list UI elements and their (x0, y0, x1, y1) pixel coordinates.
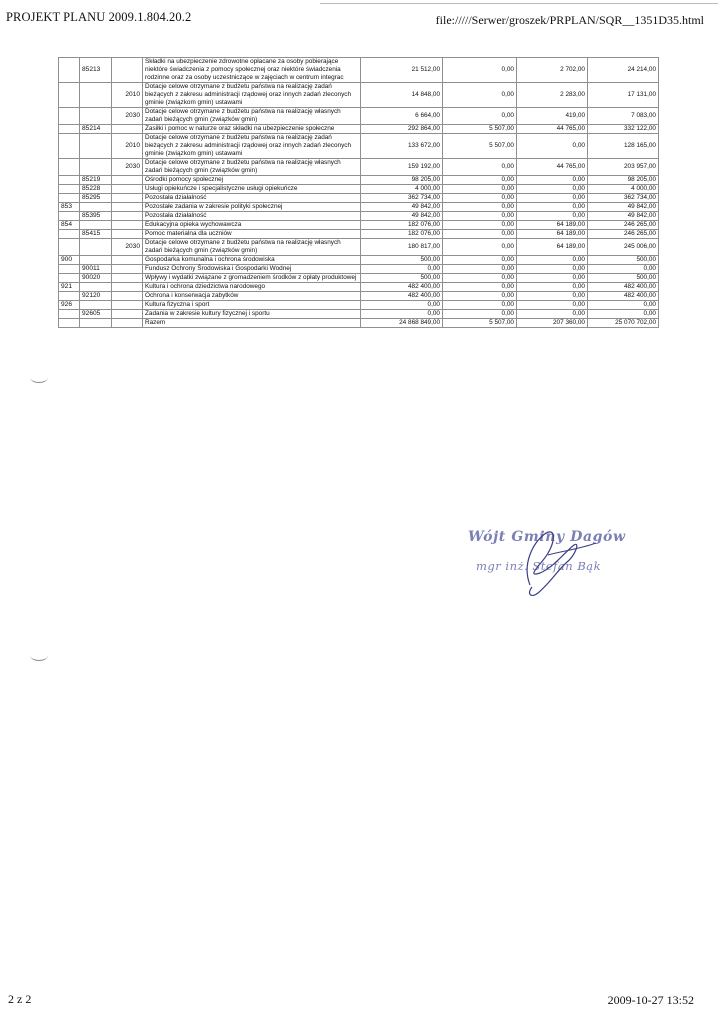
cell-plan-value: 182 076,00 (361, 230, 443, 239)
cell-decrease-value: 0,00 (443, 108, 517, 125)
cell-plan-value: 362 734,00 (361, 194, 443, 203)
cell-paragraf (112, 176, 143, 185)
cell-after-change-value: 4 000,00 (588, 185, 659, 194)
cell-decrease-value: 5 507,00 (443, 134, 517, 159)
cell-rozdzial: 90011 (80, 265, 112, 274)
cell-plan-value: 49 842,00 (361, 203, 443, 212)
cell-paragraf (112, 203, 143, 212)
cell-description: Dotacje celowe otrzymane z budżetu państwa na realizację zadań bieżących z zakresu administracji rządowej oraz innych zadań zleconych gminie (związkom gmin) ustawami (143, 134, 361, 159)
cell-paragraf: 2030 (112, 159, 143, 176)
cell-after-change-value: 362 734,00 (588, 194, 659, 203)
cell-after-change-value: 17 131,00 (588, 83, 659, 108)
cell-rozdzial: 85415 (80, 230, 112, 239)
cell-rozdzial (80, 221, 112, 230)
cell-dzial (59, 212, 80, 221)
cell-plan-value: 500,00 (361, 256, 443, 265)
cell-description: Wpływy i wydatki związane z gromadzeniem środków z opłaty produktowej (143, 274, 361, 283)
cell-increase-value: 64 189,00 (517, 239, 588, 256)
table-row (59, 283, 659, 292)
cell-rozdzial (80, 319, 112, 328)
cell-increase-value: 0,00 (517, 283, 588, 292)
cell-after-change-value: 0,00 (588, 310, 659, 319)
cell-increase-value: 44 765,00 (517, 125, 588, 134)
cell-dzial: 900 (59, 256, 80, 265)
cell-rozdzial: 85214 (80, 125, 112, 134)
cell-increase-value: 0,00 (517, 185, 588, 194)
cell-paragraf (112, 194, 143, 203)
cell-paragraf (112, 125, 143, 134)
cell-plan-value: 482 400,00 (361, 292, 443, 301)
cell-after-change-value: 0,00 (588, 301, 659, 310)
table-row (59, 301, 659, 310)
cell-after-change-value: 25 070 702,00 (588, 319, 659, 328)
cell-dzial (59, 292, 80, 301)
cell-paragraf (112, 256, 143, 265)
cell-decrease-value: 0,00 (443, 230, 517, 239)
budget-table (58, 57, 659, 328)
cell-dzial (59, 108, 80, 125)
cell-dzial (59, 176, 80, 185)
cell-description: Pozostała działalność (143, 194, 361, 203)
cell-rozdzial: 85228 (80, 185, 112, 194)
cell-after-change-value: 482 400,00 (588, 292, 659, 301)
cell-after-change-value: 246 265,00 (588, 230, 659, 239)
cell-description: Razem (143, 319, 361, 328)
cell-decrease-value: 0,00 (443, 159, 517, 176)
cell-dzial (59, 274, 80, 283)
cell-dzial (59, 185, 80, 194)
cell-dzial (59, 265, 80, 274)
cell-rozdzial (80, 283, 112, 292)
official-stamp (462, 525, 642, 595)
cell-rozdzial: 85219 (80, 176, 112, 185)
cell-plan-value: 49 842,00 (361, 212, 443, 221)
cell-after-change-value: 24 214,00 (588, 58, 659, 83)
cell-decrease-value: 0,00 (443, 212, 517, 221)
cell-after-change-value: 7 083,00 (588, 108, 659, 125)
table-row (59, 134, 659, 159)
cell-dzial (59, 239, 80, 256)
cell-dzial: 926 (59, 301, 80, 310)
cell-increase-value: 0,00 (517, 134, 588, 159)
cell-rozdzial: 90020 (80, 274, 112, 283)
cell-decrease-value: 0,00 (443, 310, 517, 319)
cell-paragraf (112, 274, 143, 283)
cell-description: Usługi opiekuńcze i specjalistyczne usługi opiekuńcze (143, 185, 361, 194)
table-row (59, 292, 659, 301)
cell-increase-value: 0,00 (517, 212, 588, 221)
cell-plan-value: 482 400,00 (361, 283, 443, 292)
cell-after-change-value: 500,00 (588, 274, 659, 283)
cell-rozdzial: 85395 (80, 212, 112, 221)
cell-after-change-value: 245 006,00 (588, 239, 659, 256)
cell-after-change-value: 49 842,00 (588, 212, 659, 221)
top-rule (320, 3, 718, 4)
table-row (59, 221, 659, 230)
cell-paragraf: 2030 (112, 108, 143, 125)
table-row (59, 203, 659, 212)
cell-description: Ochrona i konserwacja zabytków (143, 292, 361, 301)
cell-decrease-value: 0,00 (443, 203, 517, 212)
table-row (59, 83, 659, 108)
table-row (59, 194, 659, 203)
table-row (59, 274, 659, 283)
header-file-path: file://///Serwer/groszek/PRPLAN/SQR__1351D35.html (435, 13, 704, 27)
cell-description: Kultura fizyczna i sport (143, 301, 361, 310)
footer-page-number: 2 z 2 (8, 992, 32, 1006)
cell-decrease-value: 0,00 (443, 185, 517, 194)
cell-paragraf (112, 212, 143, 221)
cell-description: Fundusz Ochrony Środowiska i Gospodarki Wodnej (143, 265, 361, 274)
cell-decrease-value: 0,00 (443, 83, 517, 108)
cell-description: Gospodarka komunalna i ochrona środowiska (143, 256, 361, 265)
cell-rozdzial: 85213 (80, 58, 112, 83)
cell-paragraf (112, 283, 143, 292)
cell-increase-value: 64 189,00 (517, 230, 588, 239)
cell-increase-value: 0,00 (517, 176, 588, 185)
cell-paragraf: 2030 (112, 239, 143, 256)
cell-paragraf (112, 301, 143, 310)
cell-plan-value: 0,00 (361, 301, 443, 310)
cell-description: Dotacje celowe otrzymane z budżetu państwa na realizację własnych zadań bieżących gmin (związków gmin) (143, 159, 361, 176)
cell-decrease-value: 0,00 (443, 256, 517, 265)
cell-dzial (59, 83, 80, 108)
cell-rozdzial (80, 134, 112, 159)
cell-decrease-value: 0,00 (443, 176, 517, 185)
cell-plan-value: 98 205,00 (361, 176, 443, 185)
cell-dzial (59, 310, 80, 319)
table-row (59, 185, 659, 194)
footer-timestamp: 2009-10-27 13:52 (607, 993, 694, 1007)
cell-description: Pozostała działalność (143, 212, 361, 221)
cell-dzial (59, 194, 80, 203)
cell-plan-value: 292 864,00 (361, 125, 443, 134)
cell-dzial: 921 (59, 283, 80, 292)
cell-after-change-value: 332 122,00 (588, 125, 659, 134)
cell-after-change-value: 246 265,00 (588, 221, 659, 230)
cell-increase-value: 0,00 (517, 194, 588, 203)
cell-decrease-value: 0,00 (443, 283, 517, 292)
table-row (59, 58, 659, 83)
cell-description: Pozostałe zadania w zakresie polityki społecznej (143, 203, 361, 212)
cell-increase-value: 0,00 (517, 274, 588, 283)
cell-after-change-value: 49 842,00 (588, 203, 659, 212)
cell-paragraf (112, 185, 143, 194)
cell-dzial (59, 134, 80, 159)
cell-after-change-value: 0,00 (588, 265, 659, 274)
cell-dzial: 854 (59, 221, 80, 230)
cell-after-change-value: 128 165,00 (588, 134, 659, 159)
cell-paragraf: 2010 (112, 134, 143, 159)
cell-plan-value: 180 817,00 (361, 239, 443, 256)
cell-dzial (59, 159, 80, 176)
cell-dzial (59, 58, 80, 83)
cell-description: Pomoc materialna dla uczniów (143, 230, 361, 239)
table-row (59, 176, 659, 185)
cell-description: Dotacje celowe otrzymane z budżetu państwa na realizację własnych zadań bieżących gmin (związków gmin) (143, 239, 361, 256)
cell-plan-value: 182 076,00 (361, 221, 443, 230)
cell-after-change-value: 500,00 (588, 256, 659, 265)
cell-increase-value: 0,00 (517, 310, 588, 319)
cell-plan-value: 24 868 849,00 (361, 319, 443, 328)
cell-plan-value: 159 192,00 (361, 159, 443, 176)
cell-paragraf (112, 265, 143, 274)
cell-rozdzial: 85295 (80, 194, 112, 203)
cell-plan-value: 21 512,00 (361, 58, 443, 83)
cell-decrease-value: 0,00 (443, 301, 517, 310)
cell-rozdzial (80, 159, 112, 176)
cell-description: Dotacje celowe otrzymane z budżetu państwa na realizację zadań bieżących z zakresu administracji rządowej oraz innych zadań zleconych gminie (związkom gmin) ustawami (143, 83, 361, 108)
cell-rozdzial: 92120 (80, 292, 112, 301)
table-row (59, 310, 659, 319)
cell-decrease-value: 5 507,00 (443, 319, 517, 328)
cell-increase-value: 0,00 (517, 292, 588, 301)
header-document-title: PROJEKT PLANU 2009.1.804.20.2 (6, 10, 192, 24)
cell-after-change-value: 203 957,00 (588, 159, 659, 176)
stamp-name: mgr inż. Stefan Bąk (476, 559, 602, 573)
cell-dzial (59, 230, 80, 239)
cell-increase-value: 419,00 (517, 108, 588, 125)
cell-paragraf (112, 230, 143, 239)
stamp-title: Wójt Gminy Dagów (468, 529, 626, 545)
cell-decrease-value: 0,00 (443, 58, 517, 83)
cell-decrease-value: 5 507,00 (443, 125, 517, 134)
table-row (59, 159, 659, 176)
cell-paragraf (112, 319, 143, 328)
table-row (59, 212, 659, 221)
cell-rozdzial (80, 108, 112, 125)
cell-description: Zasiłki i pomoc w naturze oraz składki na ubezpieczenie społeczne (143, 125, 361, 134)
cell-paragraf (112, 292, 143, 301)
cell-after-change-value: 482 400,00 (588, 283, 659, 292)
cell-decrease-value: 0,00 (443, 274, 517, 283)
table-row (59, 265, 659, 274)
cell-description: Składki na ubezpieczenie zdrowotne opłacane za osoby pobierające niektóre świadczenia z pomocy społecznej oraz niektóre świadczenia rodzinne oraz za osoby uczestniczące w zajęciach w centrum integrac (143, 58, 361, 83)
cell-paragraf: 2010 (112, 83, 143, 108)
cell-description: Edukacyjna opieka wychowawcza (143, 221, 361, 230)
cell-description: Zadania w zakresie kultury fizycznej i sportu (143, 310, 361, 319)
cell-after-change-value: 98 205,00 (588, 176, 659, 185)
cell-dzial (59, 319, 80, 328)
cell-increase-value: 0,00 (517, 256, 588, 265)
punch-hole-mark (30, 372, 48, 383)
cell-increase-value: 0,00 (517, 203, 588, 212)
cell-decrease-value: 0,00 (443, 239, 517, 256)
cell-plan-value: 6 664,00 (361, 108, 443, 125)
cell-rozdzial (80, 256, 112, 265)
cell-increase-value: 0,00 (517, 301, 588, 310)
cell-paragraf (112, 310, 143, 319)
table-row (59, 256, 659, 265)
cell-rozdzial (80, 83, 112, 108)
cell-plan-value: 500,00 (361, 274, 443, 283)
cell-increase-value: 2 702,00 (517, 58, 588, 83)
cell-decrease-value: 0,00 (443, 265, 517, 274)
punch-hole-mark (30, 650, 48, 661)
cell-increase-value: 64 189,00 (517, 221, 588, 230)
table-row (59, 230, 659, 239)
cell-paragraf (112, 221, 143, 230)
cell-increase-value: 207 360,00 (517, 319, 588, 328)
cell-rozdzial (80, 301, 112, 310)
cell-rozdzial: 92605 (80, 310, 112, 319)
cell-decrease-value: 0,00 (443, 194, 517, 203)
cell-rozdzial (80, 239, 112, 256)
cell-dzial: 853 (59, 203, 80, 212)
table-row (59, 319, 659, 328)
cell-increase-value: 0,00 (517, 265, 588, 274)
table-row (59, 108, 659, 125)
cell-plan-value: 4 000,00 (361, 185, 443, 194)
cell-dzial (59, 125, 80, 134)
cell-plan-value: 14 848,00 (361, 83, 443, 108)
cell-paragraf (112, 58, 143, 83)
cell-plan-value: 133 672,00 (361, 134, 443, 159)
cell-increase-value: 44 765,00 (517, 159, 588, 176)
cell-decrease-value: 0,00 (443, 292, 517, 301)
cell-plan-value: 0,00 (361, 265, 443, 274)
table-row (59, 125, 659, 134)
handwritten-signature (462, 525, 642, 600)
cell-plan-value: 0,00 (361, 310, 443, 319)
cell-decrease-value: 0,00 (443, 221, 517, 230)
cell-rozdzial (80, 203, 112, 212)
cell-increase-value: 2 283,00 (517, 83, 588, 108)
cell-description: Kultura i ochrona dziedzictwa narodowego (143, 283, 361, 292)
cell-description: Dotacje celowe otrzymane z budżetu państwa na realizację własnych zadań bieżących gmin (związków gmin) (143, 108, 361, 125)
table-row (59, 239, 659, 256)
cell-description: Ośrodki pomocy społecznej (143, 176, 361, 185)
